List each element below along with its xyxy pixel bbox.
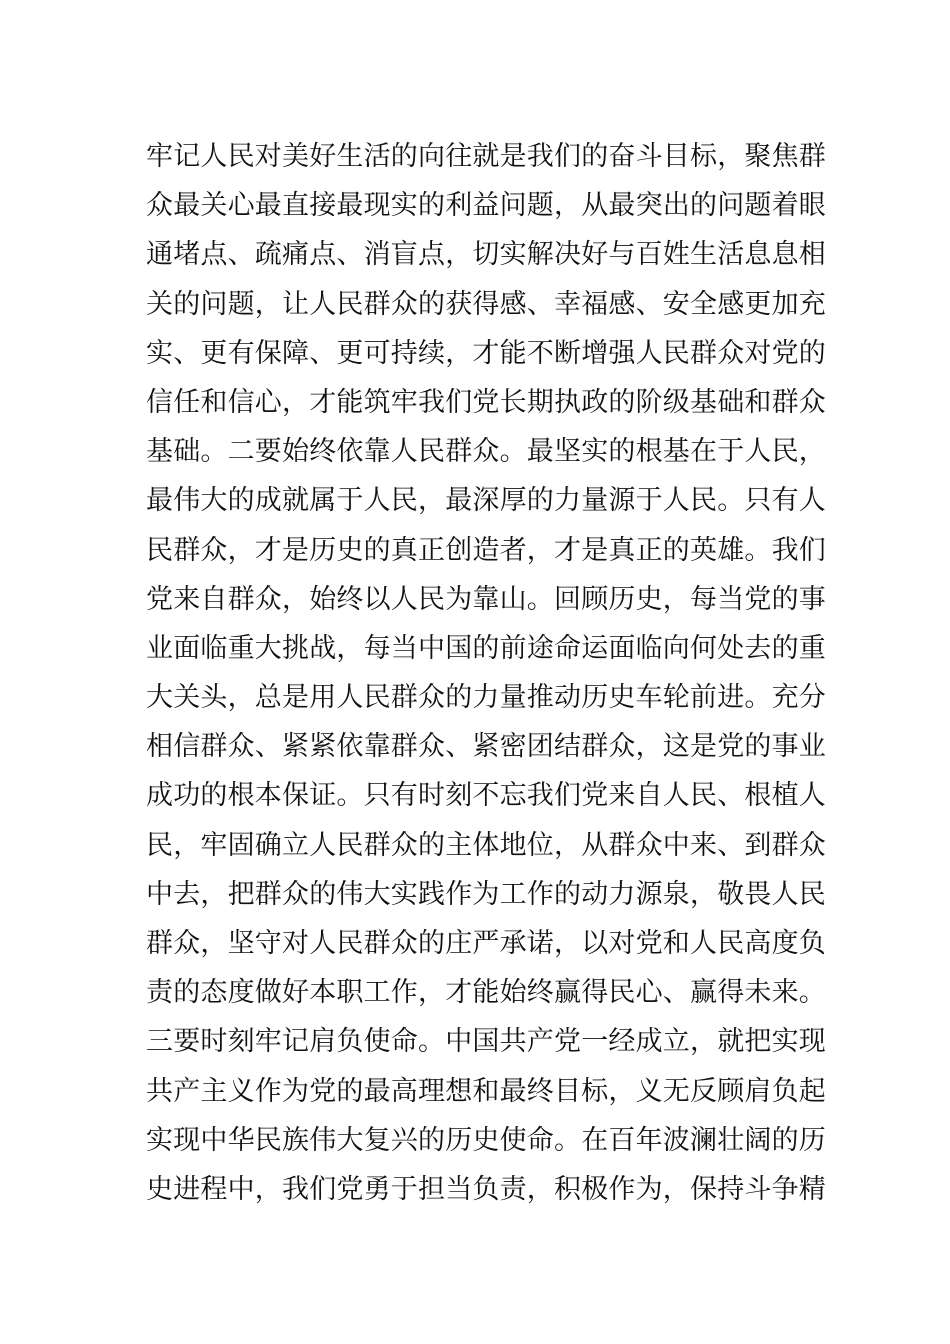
text-line: 大关头，总是用人民群众的力量推动历史车轮前进。充分 — [146, 682, 826, 714]
text-line: 史进程中，我们党勇于担当负责，积极作为，保持斗争精 — [146, 1173, 826, 1205]
text-line: 相信群众、紧紧依靠群众、紧密团结群众，这是党的事业 — [146, 731, 826, 763]
text-line: 众最关心最直接最现实的利益问题，从最突出的问题着眼 — [146, 190, 826, 222]
text-line: 最伟大的成就属于人民，最深厚的力量源于人民。只有人 — [146, 485, 826, 517]
text-line: 共产主义作为党的最高理想和最终目标，义无反顾肩负起 — [146, 1075, 826, 1107]
text-line: 信任和信心，才能筑牢我们党长期执政的阶级基础和群众 — [146, 386, 826, 418]
text-line: 责的态度做好本职工作，才能始终赢得民心、赢得未来。 — [146, 977, 826, 1009]
body-text — [146, 132, 826, 1214]
text-line: 实现中华民族伟大复兴的历史使命。在百年波澜壮阔的历 — [146, 1124, 826, 1156]
text-line: 业面临重大挑战，每当中国的前途命运面临向何处去的重 — [146, 632, 826, 664]
text-line: 基础。二要始终依靠人民群众。最坚实的根基在于人民， — [146, 436, 826, 468]
text-line: 通堵点、疏痛点、消盲点，切实解决好与百姓生活息息相 — [146, 239, 826, 271]
text-line: 三要时刻牢记肩负使命。中国共产党一经成立，就把实现 — [146, 1026, 826, 1058]
text-line: 民群众，才是历史的真正创造者，才是真正的英雄。我们 — [146, 534, 826, 566]
text-line: 牢记人民对美好生活的向往就是我们的奋斗目标，聚焦群 — [146, 141, 826, 172]
text-line: 关的问题，让人民群众的获得感、幸福感、安全感更加充 — [146, 288, 826, 320]
text-line: 实、更有保障、更可持续，才能不断增强人民群众对党的 — [146, 337, 826, 369]
text-line: 民，牢固确立人民群众的主体地位，从群众中来、到群众 — [146, 829, 826, 861]
text-line: 中去，把群众的伟大实践作为工作的动力源泉，敬畏人民 — [146, 878, 826, 910]
text-line: 党来自群众，始终以人民为靠山。回顾历史，每当党的事 — [146, 583, 826, 615]
text-line: 群众，坚守对人民群众的庄严承诺，以对党和人民高度负 — [146, 928, 826, 959]
text-line: 成功的根本保证。只有时刻不忘我们党来自人民、根植人 — [146, 780, 826, 812]
